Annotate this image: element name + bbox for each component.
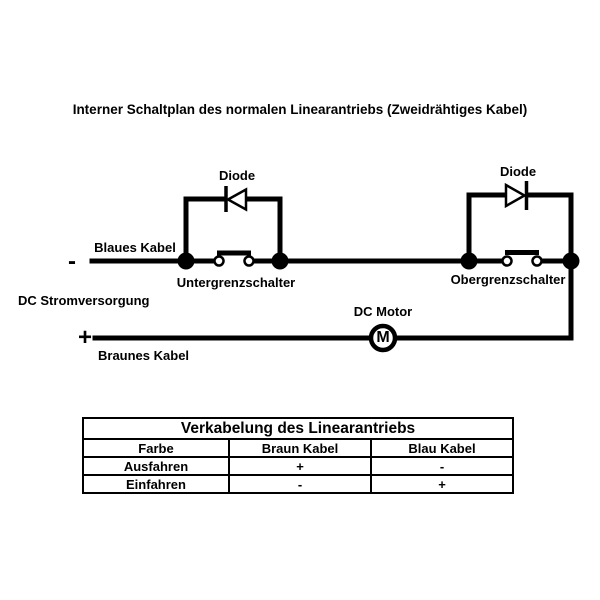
cell-value: + [371,475,513,493]
blue-cable-label: Blaues Kabel [94,240,176,255]
junction-dot [272,253,289,270]
table-header-row [83,439,513,457]
header-farbe: Farbe [83,439,229,457]
brown-cable-label: Braunes Kabel [98,348,190,363]
cell-value: + [229,457,371,475]
lower-limit-switch-label: Untergrenzschalter [176,275,296,290]
junction-dot [563,253,580,270]
upper-switch-contact-left [503,257,512,266]
left-diode-label: Diode [218,168,256,183]
table-row [83,457,513,475]
motor-symbol: M [376,329,390,346]
right-diode-triangle [506,185,525,206]
junction-dot [178,253,195,270]
cell-value: - [229,475,371,493]
dc-motor-label: DC Motor [353,304,413,319]
plus-terminal: + [77,324,92,351]
table-row [83,475,513,493]
power-supply-label: DC Stromversorgung [18,293,150,308]
junction-dot [461,253,478,270]
lower-switch-contact-left [215,257,224,266]
header-blau-kabel: Blau Kabel [371,439,513,457]
cell-value: - [371,457,513,475]
upper-limit-switch-label: Obergrenzschalter [450,272,566,287]
page-title: Interner Schaltplan des normalen Linearantriebs (Zweidrähtiges Kabel) [72,102,528,117]
row-label: Ausfahren [83,457,229,475]
wiring-table-title: Verkabelung des Linearantriebs [83,418,513,439]
upper-switch-contact-right [533,257,542,266]
header-braun-kabel: Braun Kabel [229,439,371,457]
lower-switch-contact-right [245,257,254,266]
row-label: Einfahren [83,475,229,493]
minus-terminal: - [68,248,76,275]
right-diode-label: Diode [499,164,537,179]
wiring-table [82,417,514,494]
left-diode-triangle [228,190,246,210]
